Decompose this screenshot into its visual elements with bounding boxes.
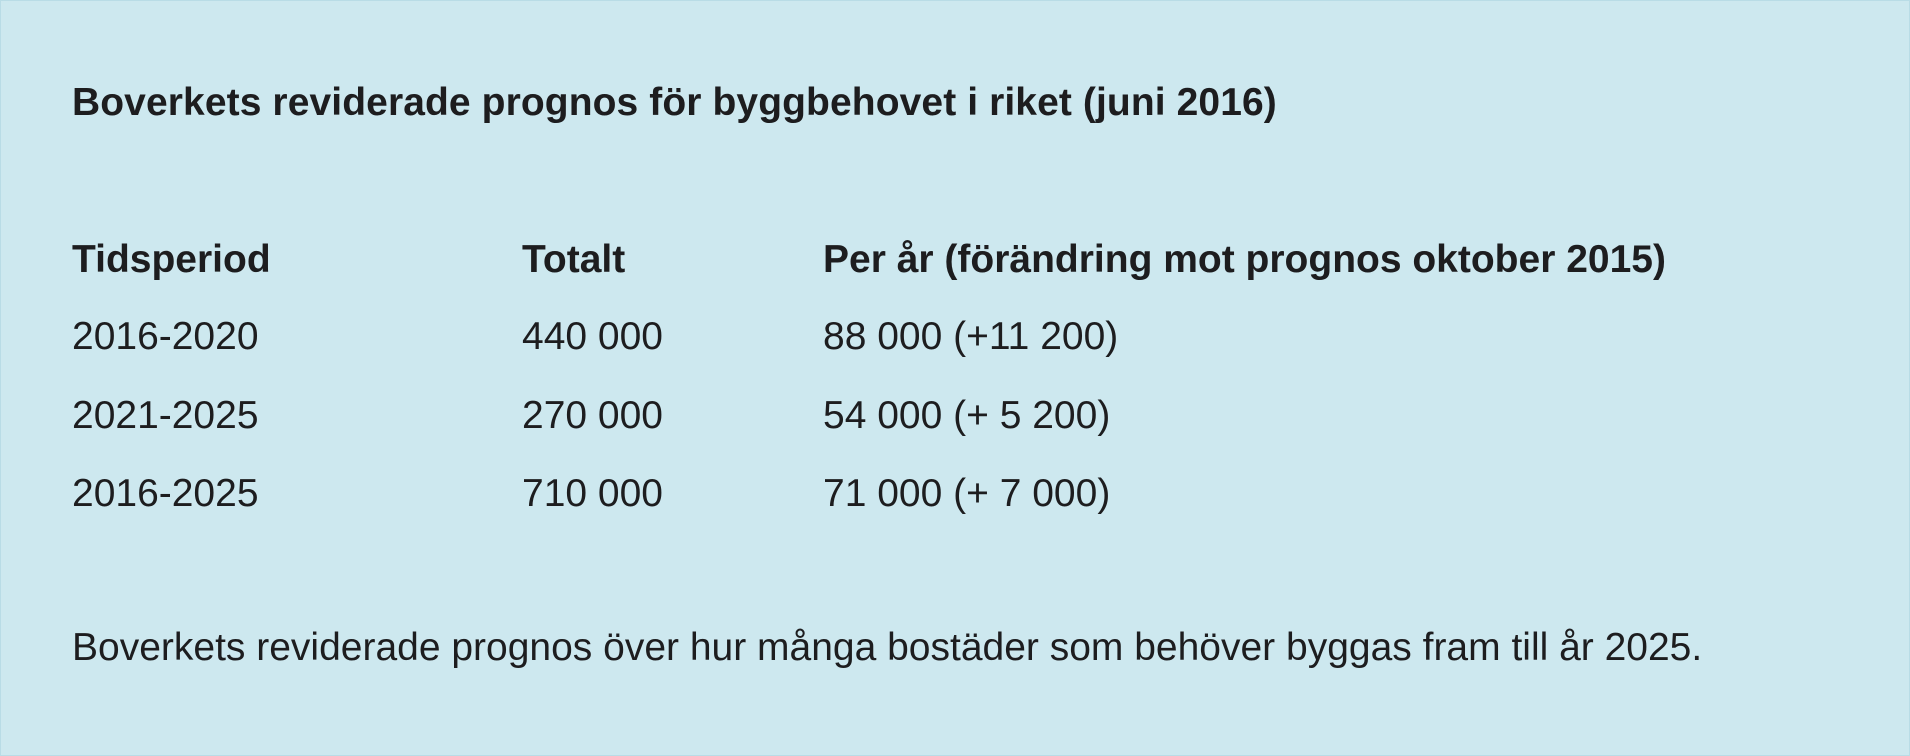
cell-per-year: 54 000 (+ 5 200): [823, 394, 1111, 437]
cell-total: 440 000: [522, 315, 663, 358]
header-per-year: Per år (förändring mot prognos oktober 2015): [823, 238, 1666, 281]
cell-total: 710 000: [522, 472, 663, 515]
cell-period: 2016-2025: [72, 472, 259, 515]
header-total: Totalt: [522, 238, 626, 281]
table-row: [1, 394, 1909, 444]
box-title: Boverkets reviderade prognos för byggbehovet i riket (juni 2016): [72, 81, 1277, 124]
cell-per-year: 71 000 (+ 7 000): [823, 472, 1111, 515]
cell-total: 270 000: [522, 394, 663, 437]
header-period: Tidsperiod: [72, 238, 271, 281]
cell-period: 2021-2025: [72, 394, 259, 437]
table-row: [1, 315, 1909, 365]
box-caption: Boverkets reviderade prognos över hur många bostäder som behöver byggas fram till år 2025.: [72, 626, 1703, 669]
table-header-row: [1, 238, 1909, 288]
cell-period: 2016-2020: [72, 315, 259, 358]
cell-per-year: 88 000 (+11 200): [823, 315, 1119, 358]
table-row: [1, 472, 1909, 522]
